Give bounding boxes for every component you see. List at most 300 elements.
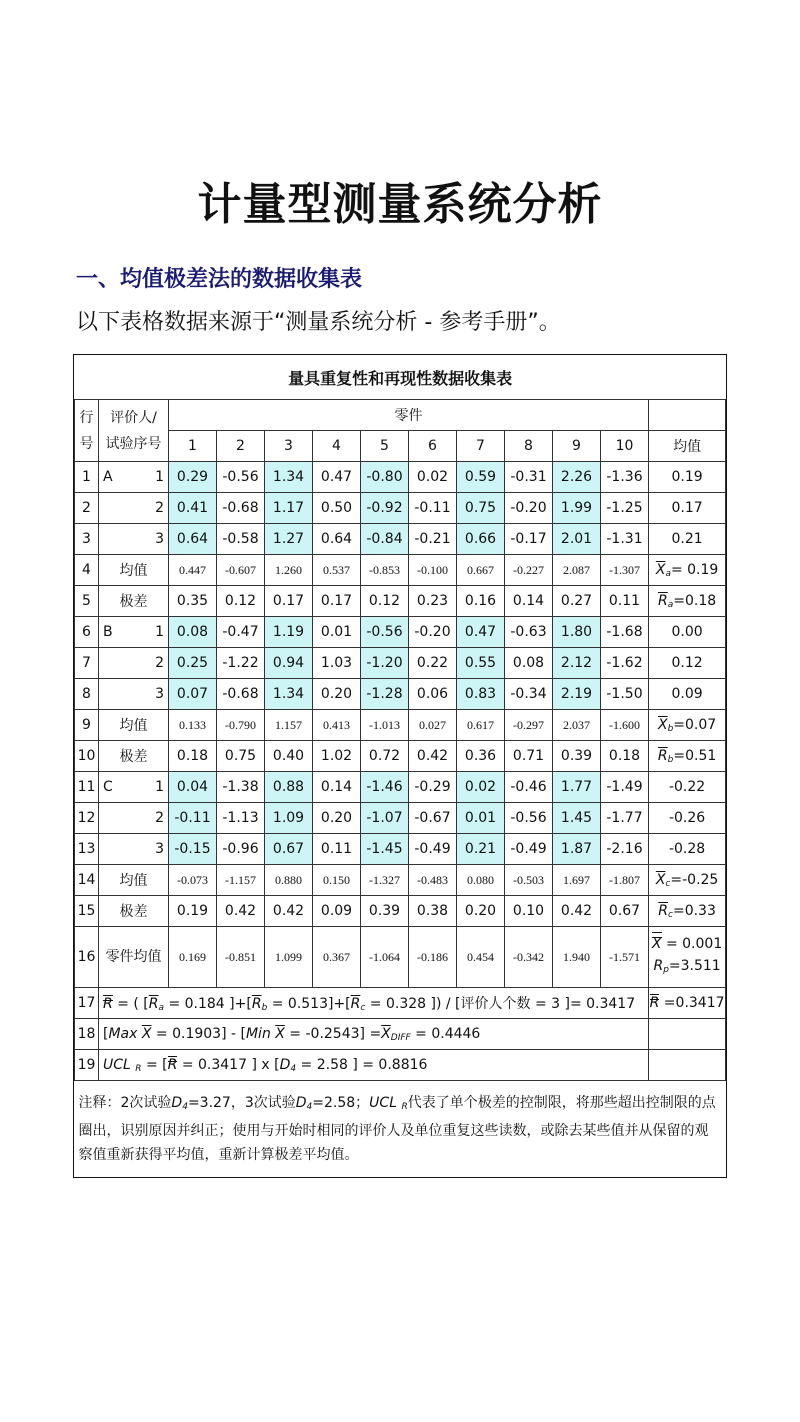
measurement-cell: -1.20 — [361, 648, 409, 679]
table-row — [75, 772, 726, 803]
part-number: 9 — [553, 431, 601, 462]
measurement-cell: 0.04 — [169, 772, 217, 803]
part-average-value: 0.454 — [457, 927, 505, 988]
trial-average-cell: 0.21 — [649, 524, 726, 555]
measurement-cell: 0.21 — [457, 834, 505, 865]
rbar-symbol: $\overline{R}$ — [657, 747, 668, 764]
note-text: =2.58； — [312, 1095, 370, 1111]
average-cell: 2.087 — [553, 555, 601, 586]
measurement-cell: 1.34 — [265, 679, 313, 710]
measurement-cell: 0.08 — [169, 617, 217, 648]
blank-cell — [649, 1050, 726, 1081]
operator-trial-cell — [99, 648, 169, 679]
rbarbar-formula — [99, 988, 649, 1019]
min-label: Min — [245, 1025, 271, 1042]
rbarbar-symbol: R — [167, 1056, 178, 1073]
rbar-symbol: $\overline{R}$ — [658, 902, 669, 919]
part-number: 8 — [505, 431, 553, 462]
ra-symbol: $\overline{R}$ — [148, 996, 159, 1012]
measurement-cell: 2.19 — [553, 679, 601, 710]
operator-label: B — [103, 624, 113, 640]
measurement-cell: 0.11 — [313, 834, 361, 865]
range-cell: 0.75 — [217, 741, 265, 772]
trial-number: 3 — [155, 686, 164, 702]
operator-summary-cell — [649, 896, 726, 927]
measurement-cell: -0.68 — [217, 493, 265, 524]
measurement-cell: 0.55 — [457, 648, 505, 679]
note-text: =3.27，3次试验 — [187, 1095, 296, 1111]
measurement-cell: -1.49 — [601, 772, 649, 803]
row-number-header-line1: 行 — [79, 409, 94, 426]
range-cell: 0.36 — [457, 741, 505, 772]
measurement-cell: -1.62 — [601, 648, 649, 679]
measurement-cell: 0.01 — [313, 617, 361, 648]
operator-summary-cell — [649, 710, 726, 741]
range-cell: 0.18 — [601, 741, 649, 772]
row-number: 13 — [75, 834, 99, 865]
operator-subscript: c — [665, 878, 671, 889]
trial-number: 1 — [155, 779, 164, 795]
measurement-cell: 1.27 — [265, 524, 313, 555]
xbarbar-symbol: X — [652, 933, 662, 955]
part-average-value: -0.342 — [505, 927, 553, 988]
operator-summary-cell — [649, 741, 726, 772]
formula-text: = [ — [141, 1056, 168, 1073]
average-cell: -1.157 — [217, 865, 265, 896]
range-cell: 0.38 — [409, 896, 457, 927]
measurement-cell: -0.21 — [409, 524, 457, 555]
operator-header-line1: 评价人/ — [110, 409, 157, 426]
average-cell: 0.080 — [457, 865, 505, 896]
measurement-cell: 0.25 — [169, 648, 217, 679]
measurement-cell: 0.94 — [265, 648, 313, 679]
measurement-cell: -0.17 — [505, 524, 553, 555]
range-cell: 0.09 — [313, 896, 361, 927]
measurement-cell: 1.87 — [553, 834, 601, 865]
row-number: 15 — [75, 896, 99, 927]
trial-number: 2 — [155, 810, 164, 826]
measurement-cell: -1.68 — [601, 617, 649, 648]
d4-symbol: D — [279, 1056, 291, 1073]
table-row — [75, 493, 726, 524]
operator-trial-cell — [99, 617, 169, 648]
trial-average-cell: 0.12 — [649, 648, 726, 679]
data-collection-sheet — [73, 354, 727, 1178]
table-row — [75, 679, 726, 710]
average-cell: 0.617 — [457, 710, 505, 741]
table-row — [75, 648, 726, 679]
operator-summary-cell — [649, 555, 726, 586]
measurement-cell: 0.64 — [313, 524, 361, 555]
measurement-cell: 0.08 — [505, 648, 553, 679]
summary-label: 极差 — [99, 896, 169, 927]
part-number: 3 — [265, 431, 313, 462]
summary-value: =-0.25 — [670, 871, 719, 888]
part-average-value: -1.064 — [361, 927, 409, 988]
formula-text: = 0.4446 — [410, 1025, 481, 1042]
average-cell: 0.537 — [313, 555, 361, 586]
operator-trial-cell — [99, 772, 169, 803]
rbarbar-symbol: R — [103, 996, 113, 1012]
measurement-cell: 1.34 — [265, 462, 313, 493]
summary-value: =0.07 — [673, 716, 717, 733]
measurement-cell: -0.15 — [169, 834, 217, 865]
measurement-cell: 1.19 — [265, 617, 313, 648]
measurement-cell: 1.99 — [553, 493, 601, 524]
measurement-cell: -1.13 — [217, 803, 265, 834]
measurement-cell: -1.38 — [217, 772, 265, 803]
operator-trial-cell — [99, 679, 169, 710]
measurement-cell: 0.47 — [457, 617, 505, 648]
trial-number: 1 — [155, 624, 164, 640]
measurement-cell: 0.59 — [457, 462, 505, 493]
measurement-cell: 1.03 — [313, 648, 361, 679]
row-number: 4 — [75, 555, 99, 586]
rp-value: =3.511 — [668, 958, 721, 974]
part-number: 7 — [457, 431, 505, 462]
xbar-symbol: $\overline{X}$ — [141, 1025, 152, 1042]
rbarbar-value: =0.3417 — [659, 995, 725, 1011]
formula-text: = 0.184 ]+[ — [164, 996, 252, 1012]
trial-average-cell: 0.00 — [649, 617, 726, 648]
measurement-cell: -0.63 — [505, 617, 553, 648]
table-row — [75, 710, 726, 741]
part-average-value: 0.169 — [169, 927, 217, 988]
part-number: 10 — [601, 431, 649, 462]
summary-value: =0.51 — [673, 747, 717, 764]
trial-number: 1 — [155, 469, 164, 485]
measurement-cell: -1.07 — [361, 803, 409, 834]
summary-label: 极差 — [99, 586, 169, 617]
row-number: 9 — [75, 710, 99, 741]
average-cell: -0.607 — [217, 555, 265, 586]
range-cell: 0.72 — [361, 741, 409, 772]
measurement-cell: -0.46 — [505, 772, 553, 803]
average-cell: -1.807 — [601, 865, 649, 896]
mean-header: 均值 — [649, 431, 726, 462]
rc-symbol: $\overline{R}$ — [350, 996, 361, 1012]
measurement-cell: 2.12 — [553, 648, 601, 679]
measurement-cell: 0.29 — [169, 462, 217, 493]
operator-summary-cell — [649, 865, 726, 896]
xbar-symbol: $\overline{X}$ — [655, 561, 666, 578]
average-cell: -0.790 — [217, 710, 265, 741]
measurement-cell: 0.66 — [457, 524, 505, 555]
range-cell: 0.12 — [361, 586, 409, 617]
range-cell: 0.42 — [409, 741, 457, 772]
grand-mean-value: = 0.001 — [661, 936, 723, 952]
operator-subscript: c — [668, 909, 673, 920]
ucl-subscript: R — [401, 1102, 408, 1112]
measurement-cell: 0.20 — [313, 679, 361, 710]
range-cell: 0.19 — [169, 896, 217, 927]
note-text: 注释：2次试验 — [78, 1095, 172, 1111]
summary-label: 极差 — [99, 741, 169, 772]
formula-text: = 0.328 ]) / [评价人个数 = 3 ]= 0.3417 — [365, 996, 636, 1012]
operator-header-line2: 试验序号 — [105, 435, 162, 452]
measurement-cell: -2.16 — [601, 834, 649, 865]
measurement-cell: -1.77 — [601, 803, 649, 834]
measurement-cell: -0.68 — [217, 679, 265, 710]
row-number: 2 — [75, 493, 99, 524]
row-number: 11 — [75, 772, 99, 803]
range-cell: 0.35 — [169, 586, 217, 617]
summary-label: 均值 — [99, 710, 169, 741]
row-number-header-line2: 号 — [79, 435, 94, 452]
trial-average-cell: 0.19 — [649, 462, 726, 493]
operator-label: C — [103, 779, 113, 795]
trial-number: 3 — [155, 531, 164, 547]
formula-text: = -0.2543] = — [284, 1025, 382, 1042]
page-title: 计量型测量系统分析 — [197, 179, 603, 230]
measurement-cell: 0.02 — [457, 772, 505, 803]
range-cell: 0.10 — [505, 896, 553, 927]
formula-text: [ — [103, 1025, 109, 1042]
range-cell: 0.39 — [553, 741, 601, 772]
table-row — [75, 524, 726, 555]
measurement-cell: 0.06 — [409, 679, 457, 710]
part-range — [649, 955, 725, 981]
rp-subscript: p — [663, 965, 669, 975]
range-cell: 0.42 — [217, 896, 265, 927]
measurement-cell: -1.25 — [601, 493, 649, 524]
range-cell: 0.16 — [457, 586, 505, 617]
blank-header-cell — [649, 400, 726, 431]
trial-number: 3 — [155, 841, 164, 857]
measurement-cell: -0.31 — [505, 462, 553, 493]
operator-subscript: b — [667, 754, 674, 765]
operator-trial-cell — [99, 493, 169, 524]
average-cell: 0.133 — [169, 710, 217, 741]
part-average-value: 1.099 — [265, 927, 313, 988]
table-row — [75, 555, 726, 586]
row-number: 14 — [75, 865, 99, 896]
measurement-cell: 2.01 — [553, 524, 601, 555]
measurement-cell: -1.22 — [217, 648, 265, 679]
average-cell: 0.150 — [313, 865, 361, 896]
row-number: 18 — [75, 1019, 99, 1050]
row-number: 8 — [75, 679, 99, 710]
measurement-cell: 0.47 — [313, 462, 361, 493]
average-cell: 0.880 — [265, 865, 313, 896]
max-label: Max — [108, 1025, 138, 1042]
part-average-value: 1.940 — [553, 927, 601, 988]
operator-trial-cell — [99, 803, 169, 834]
summary-value: = 0.19 — [670, 561, 719, 578]
range-cell: 0.12 — [217, 586, 265, 617]
average-cell: -1.013 — [361, 710, 409, 741]
part-average-value: 0.367 — [313, 927, 361, 988]
summary-label: 均值 — [99, 555, 169, 586]
row-number: 1 — [75, 462, 99, 493]
range-cell: 0.18 — [169, 741, 217, 772]
rb-symbol: $\overline{R}$ — [251, 996, 262, 1012]
xbar-symbol: $\overline{X}$ — [655, 871, 666, 888]
grand-mean — [649, 933, 725, 955]
table-row — [75, 865, 726, 896]
average-cell: -1.327 — [361, 865, 409, 896]
d4-subscript: 4 — [290, 1063, 297, 1074]
measurement-cell: -0.29 — [409, 772, 457, 803]
measurement-cell: -0.49 — [505, 834, 553, 865]
operator-subscript: a — [667, 599, 674, 610]
average-cell: -0.483 — [409, 865, 457, 896]
trial-number: 2 — [155, 655, 164, 671]
summary-value: =0.33 — [672, 902, 716, 919]
table-caption: 量具重复性和再现性数据收集表 — [75, 355, 726, 400]
measurement-cell: -0.56 — [505, 803, 553, 834]
measurement-cell: 0.83 — [457, 679, 505, 710]
d4-subscript: 4 — [182, 1102, 188, 1112]
operator-summary-cell — [649, 586, 726, 617]
measurement-cell: 1.77 — [553, 772, 601, 803]
average-cell: -0.503 — [505, 865, 553, 896]
note-text: 代表了单个极差的控制限，将那些超出控制限的点圈出，识别原因并纠正；使用与开始时相同的评价人及单位重复这些读数，或除去某些值并从保留的观察值重新获得平均值，重新计算极差平均值。 — [78, 1095, 716, 1163]
range-cell: 0.14 — [505, 586, 553, 617]
trial-average-cell: -0.22 — [649, 772, 726, 803]
blank-cell — [649, 1019, 726, 1050]
formula-text: = ( [ — [112, 996, 149, 1012]
range-cell: 0.27 — [553, 586, 601, 617]
measurement-cell: 0.02 — [409, 462, 457, 493]
average-cell: -1.307 — [601, 555, 649, 586]
measurement-cell: -0.11 — [169, 803, 217, 834]
intro-text: 以下表格数据来源于“测量系统分析 - 参考手册”。 — [76, 310, 561, 335]
part-average-value: -1.571 — [601, 927, 649, 988]
range-cell: 1.02 — [313, 741, 361, 772]
range-cell: 0.71 — [505, 741, 553, 772]
measurement-cell: 0.07 — [169, 679, 217, 710]
average-cell: 0.413 — [313, 710, 361, 741]
summary-label: 均值 — [99, 865, 169, 896]
average-cell: 1.697 — [553, 865, 601, 896]
range-cell: 0.20 — [457, 896, 505, 927]
formula-text: = 0.513]+[ — [267, 996, 351, 1012]
table-row — [75, 617, 726, 648]
row-number: 12 — [75, 803, 99, 834]
operator-subscript: a — [665, 568, 671, 579]
measurement-cell: -0.96 — [217, 834, 265, 865]
row-number: 17 — [75, 988, 99, 1019]
range-cell: 0.17 — [265, 586, 313, 617]
range-cell: 0.67 — [601, 896, 649, 927]
ucl-subscript: R — [135, 1063, 142, 1074]
table-row — [75, 462, 726, 493]
measurement-cell: 0.75 — [457, 493, 505, 524]
average-cell: -1.600 — [601, 710, 649, 741]
average-cell: -0.100 — [409, 555, 457, 586]
operator-trial-cell — [99, 524, 169, 555]
measurement-cell: -0.49 — [409, 834, 457, 865]
average-cell: -0.227 — [505, 555, 553, 586]
measurement-cell: -0.20 — [409, 617, 457, 648]
average-cell: -0.853 — [361, 555, 409, 586]
table-row — [75, 586, 726, 617]
table-row — [75, 741, 726, 772]
measurement-cell: 0.22 — [409, 648, 457, 679]
measurement-cell: 1.45 — [553, 803, 601, 834]
measurement-cell: -1.36 — [601, 462, 649, 493]
ucl-label: UCL — [369, 1095, 397, 1111]
average-cell: 1.260 — [265, 555, 313, 586]
measurement-cell: 2.26 — [553, 462, 601, 493]
part-number: 1 — [169, 431, 217, 462]
measurement-cell: -1.50 — [601, 679, 649, 710]
average-cell: -0.297 — [505, 710, 553, 741]
row-number: 10 — [75, 741, 99, 772]
measurement-cell: -0.11 — [409, 493, 457, 524]
part-number: 6 — [409, 431, 457, 462]
row-number: 5 — [75, 586, 99, 617]
formula-text: = 0.3417 ] x [ — [177, 1056, 280, 1073]
measurement-cell: 1.80 — [553, 617, 601, 648]
formula-text: = 0.1903] - [ — [151, 1025, 246, 1042]
part-average-value: -0.851 — [217, 927, 265, 988]
measurement-cell: -0.84 — [361, 524, 409, 555]
row-number: 19 — [75, 1050, 99, 1081]
measurement-cell: 1.09 — [265, 803, 313, 834]
rb-subscript: b — [261, 1003, 268, 1013]
parts-header: 零件 — [169, 400, 649, 431]
xdiff-formula — [99, 1019, 649, 1050]
xbar-symbol: $\overline{X}$ — [381, 1025, 391, 1042]
measurement-cell: -0.56 — [361, 617, 409, 648]
range-cell: 0.40 — [265, 741, 313, 772]
measurement-cell: -0.20 — [505, 493, 553, 524]
formula-text: = 2.58 ] = 0.8816 — [296, 1056, 428, 1073]
row-number: 16 — [75, 927, 99, 988]
measurement-cell: -0.58 — [217, 524, 265, 555]
measurement-cell: 1.17 — [265, 493, 313, 524]
measurement-cell: -0.47 — [217, 617, 265, 648]
ucl-formula — [99, 1050, 649, 1081]
measurement-cell: 0.50 — [313, 493, 361, 524]
range-cell: 0.23 — [409, 586, 457, 617]
rbarbar-result — [649, 988, 726, 1019]
part-number: 5 — [361, 431, 409, 462]
measurement-cell: -0.56 — [217, 462, 265, 493]
diff-subscript: DIFF — [390, 1032, 411, 1043]
measurement-cell: 0.20 — [313, 803, 361, 834]
summary-value: =0.18 — [673, 592, 717, 609]
measurement-cell: 0.64 — [169, 524, 217, 555]
part-number: 4 — [313, 431, 361, 462]
measurement-cell: -1.28 — [361, 679, 409, 710]
measurement-cell: -1.46 — [361, 772, 409, 803]
d4-subscript: 4 — [306, 1102, 313, 1112]
d4-symbol: D — [295, 1095, 307, 1111]
section-heading: 一、均值极差法的数据收集表 — [76, 267, 363, 292]
d4-symbol: D — [171, 1095, 183, 1111]
xbar-symbol: $\overline{X}$ — [657, 716, 668, 733]
measurement-cell: 0.67 — [265, 834, 313, 865]
measurement-cell: -0.34 — [505, 679, 553, 710]
trial-average-cell: 0.09 — [649, 679, 726, 710]
average-cell: -0.073 — [169, 865, 217, 896]
range-cell: 0.42 — [265, 896, 313, 927]
grand-mean-and-rp — [649, 927, 726, 988]
operator-subscript: b — [667, 723, 674, 734]
average-cell: 0.447 — [169, 555, 217, 586]
measurement-cell: 0.88 — [265, 772, 313, 803]
measurement-cell: -0.80 — [361, 462, 409, 493]
range-cell: 0.39 — [361, 896, 409, 927]
operator-trial-cell — [99, 834, 169, 865]
range-cell: 0.42 — [553, 896, 601, 927]
table-row — [75, 896, 726, 927]
trial-number: 2 — [155, 500, 164, 516]
notes-cell — [75, 1081, 726, 1218]
